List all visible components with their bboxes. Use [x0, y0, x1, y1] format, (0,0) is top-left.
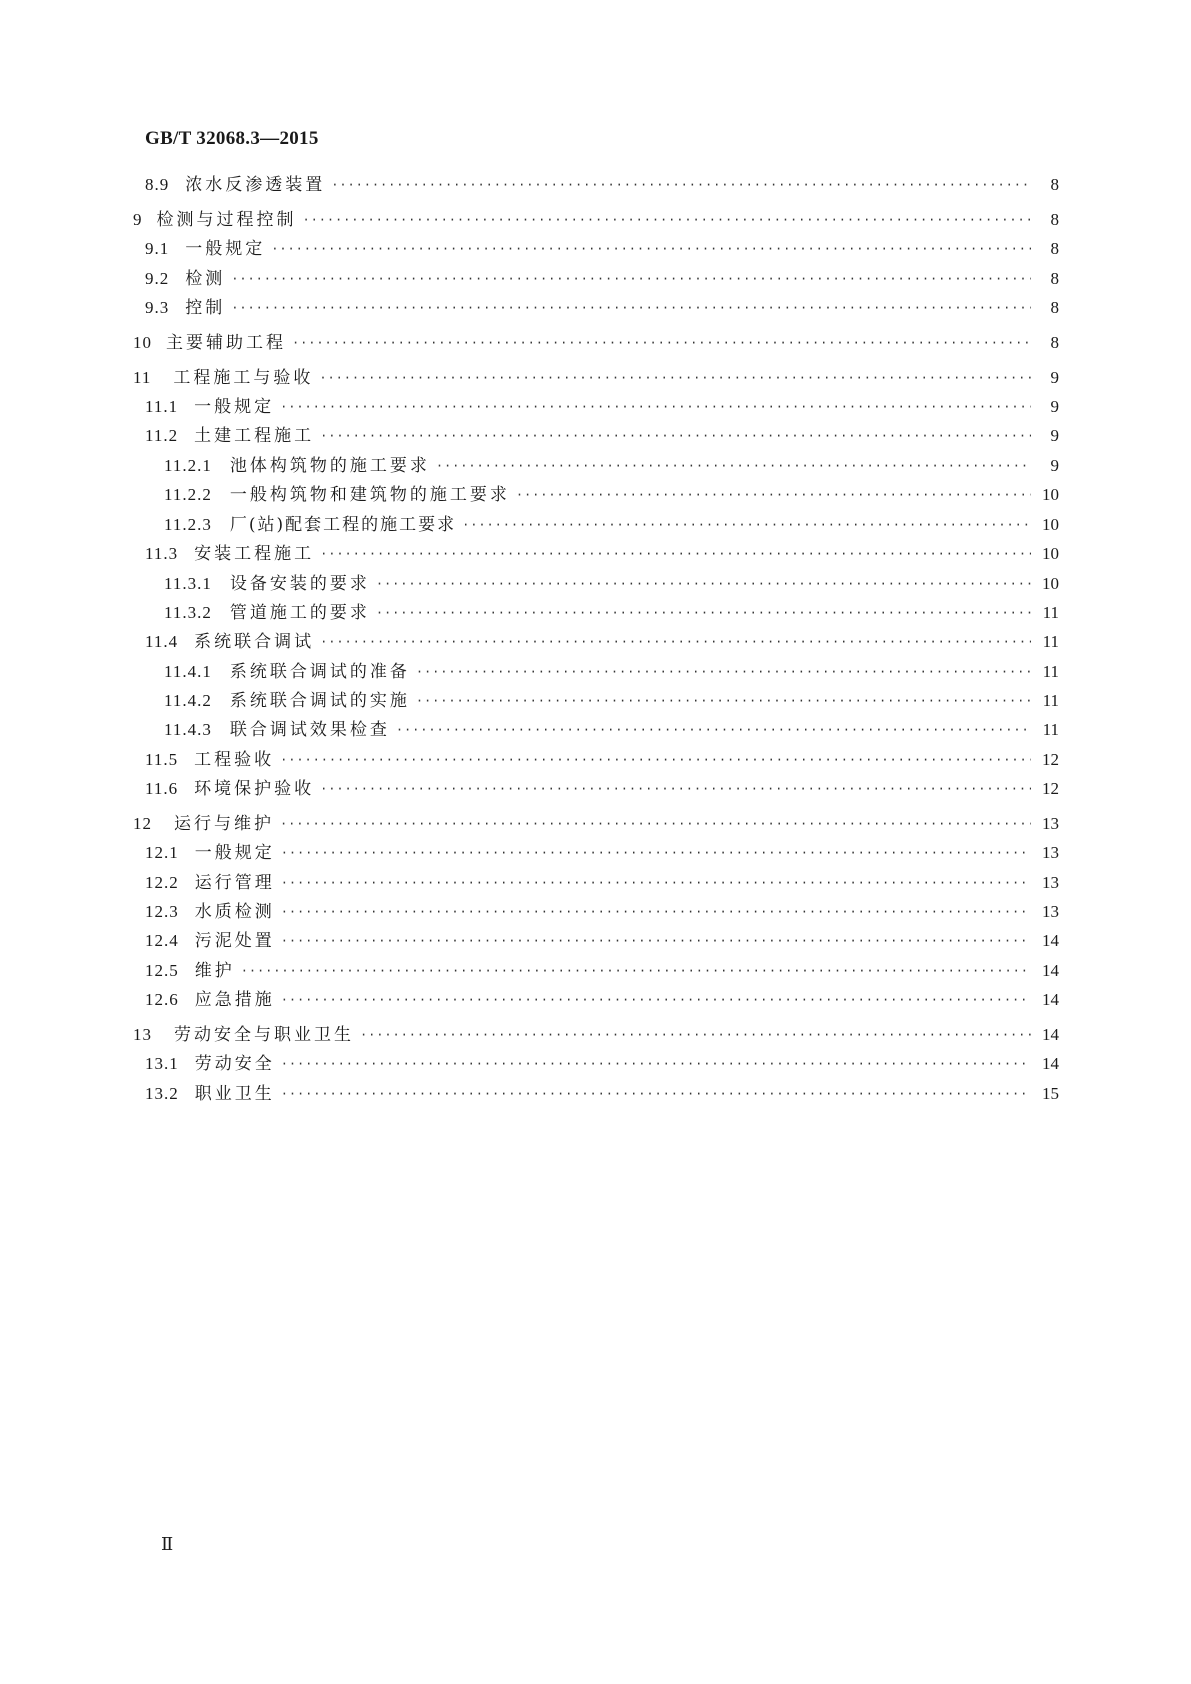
toc-entry-title: 控制 — [185, 298, 226, 318]
toc-entry-11-1[interactable] — [145, 392, 1059, 418]
dot-leader — [376, 573, 1031, 595]
toc-entry-page: 11 — [1042, 691, 1059, 710]
dot-leader — [241, 960, 1031, 982]
toc-entry-11-3-1[interactable] — [164, 569, 1059, 595]
toc-entry-number: 13.1 — [145, 1054, 179, 1073]
toc-entry-12-2[interactable] — [145, 868, 1059, 894]
dot-leader — [231, 268, 1031, 290]
toc-entry-13-1[interactable] — [145, 1049, 1059, 1075]
dot-leader — [416, 661, 1031, 683]
toc-entry-number: 12.2 — [145, 873, 179, 892]
toc-entry-11-3[interactable] — [145, 539, 1059, 565]
toc-entry-title: 运行与维护 — [174, 814, 274, 834]
toc-entry-number: 11.4.3 — [164, 720, 212, 739]
toc-entry-number: 11.2.2 — [164, 485, 212, 504]
toc-entry-number: 11.2 — [145, 426, 179, 445]
toc-entry-page: 8 — [1050, 239, 1059, 258]
dot-leader — [271, 238, 1031, 260]
toc-entry-title: 环境保护验收 — [194, 779, 315, 799]
dot-leader — [516, 484, 1031, 506]
toc-entry-number: 11.3.1 — [164, 574, 212, 593]
toc-entry-number: 8.9 — [145, 175, 170, 194]
toc-entry-number: 11.2.3 — [164, 515, 212, 534]
toc-entry-title: 运行管理 — [194, 873, 275, 893]
toc-entry-number: 11.5 — [145, 750, 179, 769]
toc-entry-number: 13 — [133, 1025, 152, 1044]
toc-entry-title: 一般规定 — [194, 397, 275, 417]
toc-entry-title: 一般构筑物和建筑物的施工要求 — [229, 485, 510, 505]
toc-entry-12[interactable] — [133, 809, 1059, 835]
toc-entry-number: 9.2 — [145, 269, 170, 288]
dot-leader — [281, 1083, 1031, 1105]
toc-entry-page: 12 — [1042, 779, 1059, 798]
toc-entry-title: 设备安装的要求 — [229, 574, 370, 594]
toc-entry-page: 9 — [1050, 426, 1059, 445]
toc-entry-12-1[interactable] — [145, 838, 1059, 864]
toc-entry-title: 工程施工与验收 — [173, 368, 314, 388]
toc-entry-number: 11 — [133, 368, 152, 387]
toc-entry-9-3[interactable] — [145, 293, 1059, 319]
toc-entry-12-6[interactable] — [145, 985, 1059, 1011]
toc-entry-12-4[interactable] — [145, 926, 1059, 952]
toc-entry-8-9[interactable] — [145, 170, 1059, 196]
toc-entry-title: 主要辅助工程 — [166, 333, 286, 353]
toc-entry-13[interactable] — [133, 1020, 1059, 1046]
dot-leader — [281, 842, 1031, 864]
toc-entry-title: 检测与过程控制 — [156, 210, 297, 230]
toc-entry-number: 11.1 — [145, 397, 179, 416]
toc-entry-page: 8 — [1050, 298, 1059, 317]
toc-entry-page: 8 — [1050, 333, 1059, 352]
toc-entry-title: 系统联合调试 — [194, 632, 315, 652]
toc-entry-11-4-3[interactable] — [164, 715, 1059, 741]
toc-entry-number: 11.2.1 — [164, 456, 212, 475]
toc-entry-title: 污泥处置 — [194, 931, 275, 951]
dot-leader — [281, 901, 1031, 923]
toc-entry-number: 11.3.2 — [164, 603, 212, 622]
toc-entry-title: 系统联合调试的准备 — [229, 662, 410, 682]
toc-entry-page: 13 — [1042, 843, 1059, 862]
dot-leader — [280, 396, 1031, 418]
toc-entry-12-5[interactable] — [145, 956, 1059, 982]
toc-entry-11[interactable] — [133, 363, 1059, 389]
toc-entry-page: 13 — [1042, 814, 1059, 833]
dot-leader — [292, 332, 1031, 354]
toc-entry-title: 应急措施 — [194, 990, 275, 1010]
toc-entry-11-2-2[interactable] — [164, 480, 1059, 506]
toc-entry-number: 11.3 — [145, 544, 179, 563]
dot-leader — [436, 455, 1031, 477]
dot-leader — [320, 425, 1031, 447]
toc-entry-title: 水质检测 — [194, 902, 275, 922]
toc-entry-9-1[interactable] — [145, 234, 1059, 260]
toc-entry-11-4-2[interactable] — [164, 686, 1059, 712]
toc-entry-title: 系统联合调试的实施 — [229, 691, 410, 711]
toc-entry-title: 一般规定 — [185, 239, 266, 259]
dot-leader — [280, 749, 1031, 771]
toc-entry-title: 劳动安全 — [194, 1054, 275, 1074]
toc-entry-number: 12.1 — [145, 843, 179, 862]
toc-entry-page: 14 — [1042, 990, 1059, 1009]
dot-leader — [376, 602, 1031, 624]
toc-entry-page: 14 — [1042, 1025, 1059, 1044]
toc-entry-11-4-1[interactable] — [164, 657, 1059, 683]
dot-leader — [281, 930, 1031, 952]
toc-entry-number: 11.6 — [145, 779, 179, 798]
dot-leader — [319, 367, 1031, 389]
toc-entry-title: 维护 — [194, 961, 235, 981]
toc-entry-page: 14 — [1042, 931, 1059, 950]
toc-entry-page: 10 — [1042, 515, 1059, 534]
toc-entry-title: 浓水反渗透装置 — [185, 175, 326, 195]
toc-entry-13-2[interactable] — [145, 1079, 1059, 1105]
toc-entry-number: 12 — [133, 814, 152, 833]
toc-entry-title: 联合调试效果检查 — [229, 720, 390, 740]
toc-entry-number: 10 — [133, 333, 152, 352]
toc-entry-number: 12.4 — [145, 931, 179, 950]
standard-code: GB/T 32068.3—2015 — [145, 128, 319, 149]
toc-entry-10[interactable] — [133, 328, 1059, 354]
toc-entry-number: 9 — [133, 210, 143, 229]
dot-leader — [462, 514, 1031, 536]
toc-entry-title: 检测 — [185, 269, 226, 289]
toc-entry-number: 12.5 — [145, 961, 179, 980]
toc-entry-title: 池体构筑物的施工要求 — [229, 456, 430, 476]
toc-entry-page: 9 — [1050, 397, 1059, 416]
dot-leader — [281, 1053, 1031, 1075]
dot-leader — [231, 297, 1031, 319]
toc-entry-number: 12.3 — [145, 902, 179, 921]
dot-leader — [280, 813, 1031, 835]
toc-entry-11-4[interactable] — [145, 627, 1059, 653]
toc-entry-11-2[interactable] — [145, 421, 1059, 447]
toc-entry-number: 13.2 — [145, 1084, 179, 1103]
toc-entry-9-2[interactable] — [145, 264, 1059, 290]
toc-entry-page: 8 — [1050, 175, 1059, 194]
toc-entry-page: 14 — [1042, 961, 1059, 980]
toc-entry-number: 12.6 — [145, 990, 179, 1009]
dot-leader — [281, 872, 1031, 894]
toc-entry-page: 13 — [1042, 902, 1059, 921]
toc-entry-page: 14 — [1042, 1054, 1059, 1073]
toc-entry-11-5[interactable] — [145, 745, 1059, 771]
toc-entry-page: 11 — [1042, 632, 1059, 651]
toc-entry-title: 一般规定 — [194, 843, 275, 863]
dot-leader — [360, 1024, 1031, 1046]
toc-entry-page: 11 — [1042, 662, 1059, 681]
dot-leader — [281, 989, 1031, 1011]
toc-entry-number: 11.4.2 — [164, 691, 212, 710]
toc-entry-page: 8 — [1050, 269, 1059, 288]
page-number: Ⅱ — [161, 1534, 174, 1554]
dot-leader — [320, 543, 1031, 565]
toc-entry-number: 9.1 — [145, 239, 170, 258]
toc-entry-title: 土建工程施工 — [194, 426, 315, 446]
toc-entry-title: 管道施工的要求 — [229, 603, 370, 623]
toc-entry-title: 安装工程施工 — [194, 544, 315, 564]
dot-leader — [320, 778, 1031, 800]
toc-entry-page: 9 — [1050, 456, 1059, 475]
toc-entry-number: 11.4.1 — [164, 662, 212, 681]
toc-entry-page: 10 — [1042, 544, 1059, 563]
toc-entry-11-2-1[interactable] — [164, 451, 1059, 477]
toc-entry-page: 10 — [1042, 574, 1059, 593]
toc-entry-title: 职业卫生 — [194, 1084, 275, 1104]
toc-entry-number: 9.3 — [145, 298, 170, 317]
toc-entry-title: 劳动安全与职业卫生 — [174, 1025, 354, 1045]
toc-entry-12-3[interactable] — [145, 897, 1059, 923]
toc-entry-page: 12 — [1042, 750, 1059, 769]
toc-entry-title: 工程验收 — [194, 750, 275, 770]
dot-leader — [320, 631, 1031, 653]
toc-entry-page: 10 — [1042, 485, 1059, 504]
toc-entry-page: 11 — [1042, 603, 1059, 622]
toc-entry-title: 厂(站)配套工程的施工要求 — [229, 515, 457, 535]
toc-entry-11-3-2[interactable] — [164, 598, 1059, 624]
toc-entry-page: 8 — [1050, 210, 1059, 229]
dot-leader — [303, 209, 1032, 231]
toc-entry-11-6[interactable] — [145, 774, 1059, 800]
dot-leader — [331, 174, 1031, 196]
toc-entry-number: 11.4 — [145, 632, 179, 651]
toc-entry-page: 11 — [1042, 720, 1059, 739]
toc-entry-11-2-3[interactable] — [164, 510, 1059, 536]
toc-entry-page: 9 — [1050, 368, 1059, 387]
toc-entry-page: 15 — [1042, 1084, 1059, 1103]
toc-entry-page: 13 — [1042, 873, 1059, 892]
toc-entry-9[interactable] — [133, 205, 1059, 231]
dot-leader — [416, 690, 1031, 712]
dot-leader — [396, 719, 1031, 741]
